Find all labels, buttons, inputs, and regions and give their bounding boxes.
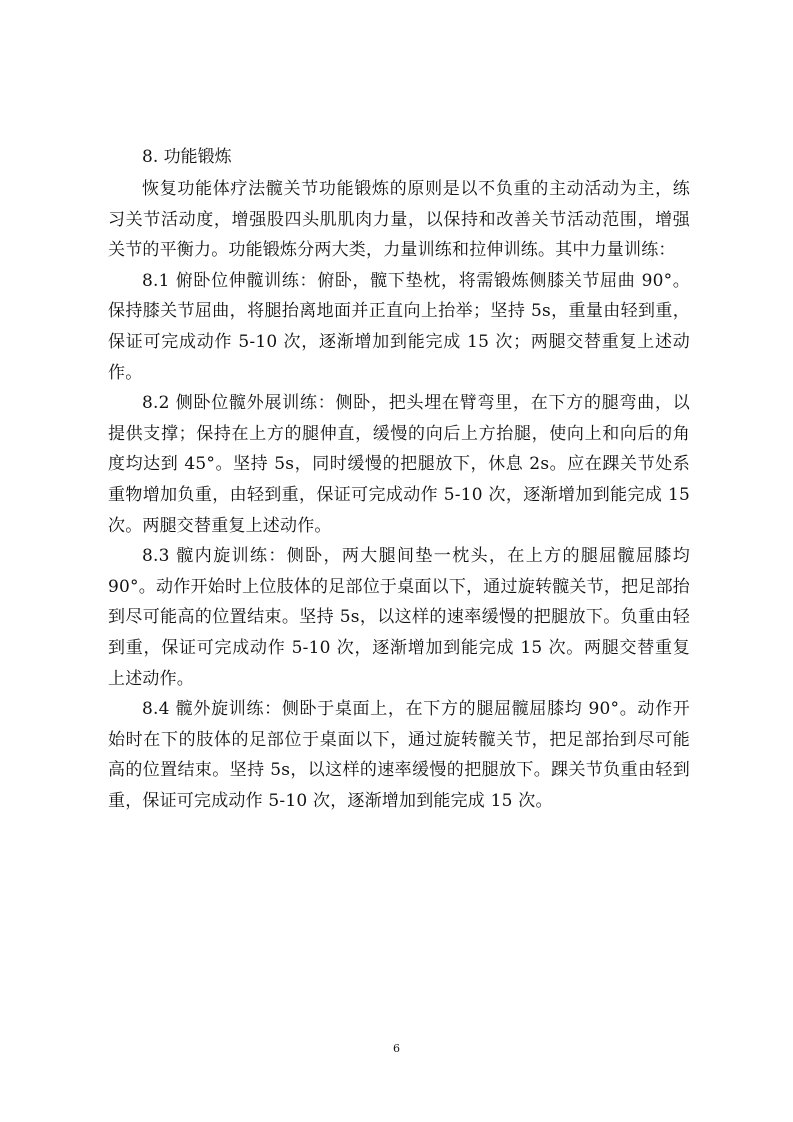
intro-paragraph: 恢复功能体疗法髋关节功能锻炼的原则是以不负重的主动活动为主，练习关节活动度，增强股四头肌肌肉力量，以保持和改善关节活动范围，增强关节的平衡力。功能锻炼分两大类，力量训练和拉伸训练。其中力量训练： — [108, 179, 690, 261]
item-paragraph-8-2: 8.2 侧卧位髋外展训练：侧卧，把头埋在臂弯里，在下方的腿弯曲，以提供支撑；保持在上方的腿伸直，缓慢的向后上方抬腿，使向上和向后的角度均达到 45°。坚持 5s，同时缓慢的把腿放下，休息 2s。应在踝关节处系重物增加负重，由轻到重，保证可完成动作 5-10 次，逐渐增加到能完成 15 次。两腿交替重复上述动作。 — [108, 393, 690, 536]
section-body — [108, 142, 690, 816]
item-paragraph-8-4: 8.4 髋外旋训练：侧卧于桌面上，在下方的腿屈髋屈膝均 90°。动作开始时在下的肢体的足部位于桌面以下，通过旋转髋关节，把足部抬到尽可能高的位置结束。坚持 5s，以这样的速率缓慢的把腿放下。踝关节负重由轻到重，保证可完成动作 5-10 次，逐渐增加到能完成 15 次。 — [108, 699, 690, 811]
item-paragraph-8-1: 8.1 俯卧位伸髋训练：俯卧，髋下垫枕，将需锻炼侧膝关节屈曲 90°。保持膝关节屈曲，将腿抬离地面并正直向上抬举；坚持 5s，重量由轻到重，保证可完成动作 5-10 次，逐渐增加到能完成 15 次；两腿交替重复上述动作。 — [108, 270, 690, 383]
page-number: 6 — [393, 1042, 400, 1055]
item-paragraph-8-3: 8.3 髋内旋训练：侧卧，两大腿间垫一枕头，在上方的腿屈髋屈膝均 90°。动作开始时上位肢体的足部位于桌面以下，通过旋转髋关节，把足部抬到尽可能高的位置结束。坚持 5s，以这样的速率缓慢的把腿放下。负重由轻到重，保证可完成动作 5-10 次，逐渐增加到能完成 15 次。两腿交替重复上述动作。 — [108, 546, 690, 689]
section-heading: 8. 功能锻炼 — [142, 147, 232, 167]
